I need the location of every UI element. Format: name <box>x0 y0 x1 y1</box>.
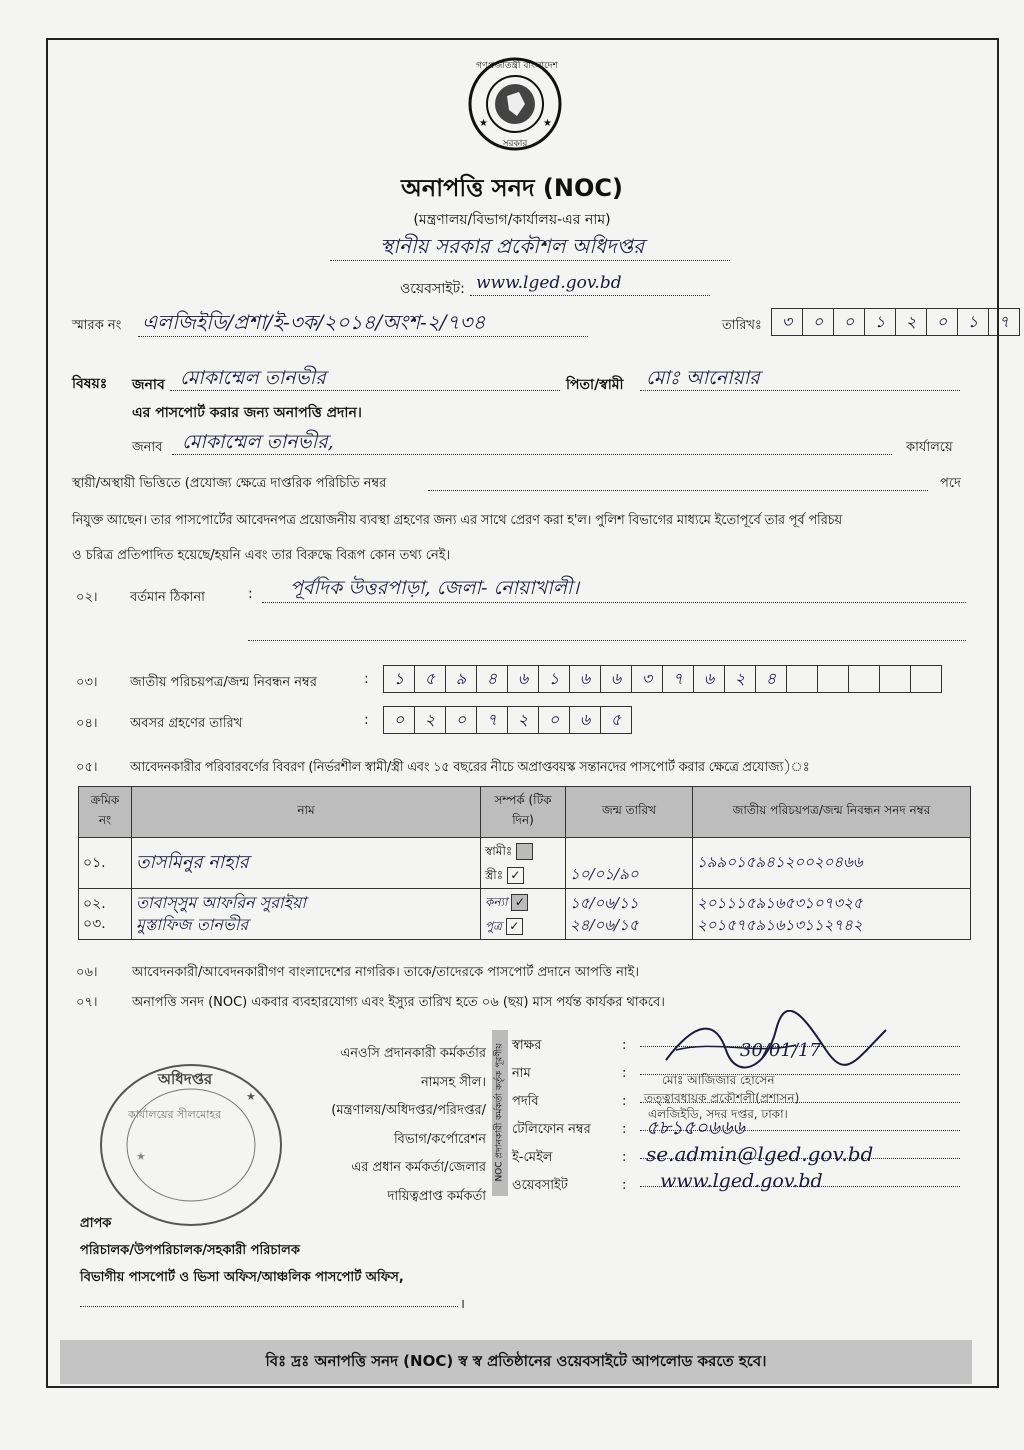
row-nid: ২০১১১৫৯১৬৫৩১০৭৩২৫ <box>697 894 863 912</box>
relation-option[interactable]: কন্যা ✓ <box>485 890 561 914</box>
subject-janab: জনাব <box>132 377 165 393</box>
retirement-date-boxes <box>384 706 632 734</box>
office-name: স্থানীয় সরকার প্রকৌশল অধিদপ্তর <box>379 234 645 258</box>
date-digit: ২ <box>895 308 927 336</box>
field-name: নাম <box>512 1066 531 1081</box>
retire-digit: ০ <box>383 706 415 734</box>
vertical-label: NOC প্রদানকারী কর্মকর্তা কর্তৃক পূরণীয় <box>494 1043 505 1182</box>
checkbox-checked[interactable]: ✓ <box>511 894 528 911</box>
nid-digit <box>879 665 911 693</box>
item02-colon: : <box>248 586 253 602</box>
seal-middle-text: কার্যালয়ের সীলমোহর <box>128 1108 222 1121</box>
field-phone: টেলিফোন নম্বর <box>512 1122 591 1137</box>
relation-option[interactable]: পুত্র ✓ <box>485 914 561 938</box>
applicant-name: মোকাম্মেল তানভীর <box>180 367 326 389</box>
nid-digit: ৫ <box>414 665 446 693</box>
officer-fields <box>512 1032 591 1200</box>
header-serial: ক্রমিক নং <box>79 787 132 838</box>
relation-option[interactable]: স্ত্রীঃ ✓ <box>485 863 561 887</box>
nid-digit: ৪ <box>476 665 508 693</box>
row-serial: ০২. <box>83 896 106 912</box>
item04-num: ০৪। <box>76 716 98 731</box>
page-title: অনাপত্তি সনদ (NOC) <box>401 174 623 202</box>
memo-number: এলজিইডি/প্রশা/ই-৩ক/২০১৪/অংশ-২/৭৩৪ <box>142 310 486 334</box>
emblem-bottom-text: সরকার <box>502 139 528 149</box>
stamp-title: তত্ত্বাবধায়ক প্রকৌশলী(প্রশাসন) <box>644 1091 800 1105</box>
field-designation: পদবি <box>512 1094 539 1109</box>
signature-date: 30/01/17 <box>740 1040 821 1061</box>
nid-digit: ৯ <box>445 665 477 693</box>
item04-label: অবসর গ্রহণের তারিখ <box>130 716 243 731</box>
nid-digit: ২ <box>724 665 756 693</box>
date-digit: ০ <box>833 308 865 336</box>
retire-digit: ৫ <box>600 706 632 734</box>
recipient-label: প্রাপক <box>80 1216 112 1231</box>
svg-text:★: ★ <box>479 118 488 129</box>
website-label: ওয়েবসাইট: <box>400 281 465 297</box>
nid-digit: ৩ <box>631 665 663 693</box>
nid-digit: ৬ <box>569 665 601 693</box>
stamp-name: মোঃ আজিজার হোসেন <box>662 1073 775 1087</box>
nid-digit <box>848 665 880 693</box>
nid-digit: ৬ <box>600 665 632 693</box>
date-digit: ৩ <box>771 308 803 336</box>
para-line3: নিযুক্ত আছেন। তার পাসপোর্টের আবেদনপত্র প্রয়োজনীয় ব্যবস্থা গ্রহণের জন্য এর সাথে প্রেরণ করা হ'ল। পুলিশ বিভাগের মাধ্যমে ইতোপূর্বে তার পূর্ব পরিচয় <box>72 513 842 528</box>
row-dob: ১৫/০৬/১১ <box>570 894 639 912</box>
field-signature: স্বাক্ষর <box>512 1038 542 1053</box>
family-table <box>78 786 971 940</box>
item03-label: জাতীয় পরিচয়পত্র/জন্ম নিবন্ধন নম্বর <box>130 675 317 690</box>
item06-num: ০৬। <box>76 965 98 980</box>
row-dob: ২৪/০৬/১৫ <box>570 916 639 934</box>
footer-note: বিঃ দ্রঃ অনাপত্তি সনদ (NOC) স্ব স্ব প্রতিষ্ঠানের ওয়েবসাইটে আপলোড করতে হবে। <box>60 1340 972 1384</box>
table-row <box>79 838 971 889</box>
checkbox-checked[interactable]: ✓ <box>507 867 524 884</box>
retire-digit: ২ <box>414 706 446 734</box>
header-dob: জন্ম তারিখ <box>566 787 693 838</box>
para-name: মোকাম্মেল তানভীর, <box>182 431 334 453</box>
officer-left-labels: এনওসি প্রদানকারী কর্মকর্তার নামসহ সীল। (মন্ত্রণালয়/অধিদপ্তর/পরিদপ্তর/ বিভাগ/কর্পোরেশন এর প্রধান কর্মকর্তা/জেলার দায়িত্বপ্রাপ্ত কর্মকর্তা <box>331 1046 486 1204</box>
item02-label: বর্তমান ঠিকানা <box>130 590 205 605</box>
recipient-end: । <box>460 1297 465 1312</box>
row-nid: ২০১৫৭৫৯১৬১৩১১২৭৪২ <box>697 916 863 934</box>
table-row <box>79 889 971 940</box>
svg-text:★: ★ <box>543 118 552 129</box>
para-janab: জনাব <box>132 440 163 455</box>
nid-digit: ১ <box>538 665 570 693</box>
item02-num: ০২। <box>76 590 98 605</box>
item07-num: ০৭। <box>76 995 98 1010</box>
father-name: মোঃ আনোয়ার <box>646 367 760 389</box>
item06-text: আবেদনকারী/আবেদনকারীগণ বাংলাদেশের নাগরিক। তাকে/তাদেরকে পাসপোর্ট প্রদানে আপত্তি নাই। <box>132 965 640 980</box>
nid-digit: ১ <box>383 665 415 693</box>
svg-text:★: ★ <box>136 1150 146 1163</box>
date-digit: ০ <box>802 308 834 336</box>
row-serial: ০১. <box>79 838 132 889</box>
para-line4: ও চরিত্র প্রতিপাদিত হয়েছে/হয়নি এবং তার বিরুদ্ধে বিরূপ কোন তথ্য নেই। <box>72 548 451 563</box>
item05-num: ০৫। <box>76 760 98 775</box>
field-colons: : : : : : : <box>622 1038 627 1193</box>
retire-digit: ০ <box>538 706 570 734</box>
post-suffix: পদে <box>940 476 961 491</box>
web-value: www.lged.gov.bd <box>660 1170 823 1192</box>
subject-label: বিষয়ঃ <box>72 376 108 392</box>
email-value: se.admin@lged.gov.bd <box>646 1142 874 1166</box>
relation-option[interactable]: স্বামীঃ <box>485 839 561 863</box>
nid-digit: ৪ <box>755 665 787 693</box>
checkbox-unchecked[interactable] <box>516 843 533 860</box>
retire-digit: ৬ <box>569 706 601 734</box>
seal-top-text: অধিদপ্তর <box>158 1070 213 1088</box>
recipient-line2: বিভাগীয় পাসপোর্ট ও ভিসা অফিস/আঞ্চলিক পাসপোর্ট অফিস, <box>80 1270 404 1285</box>
date-label: তারিখঃ <box>722 318 762 333</box>
row-serial: ০৩. <box>83 916 106 932</box>
phone-value: ৫৮১৫০৬৬৬ <box>646 1117 745 1139</box>
date-digit: ১ <box>864 308 896 336</box>
nid-digit <box>817 665 849 693</box>
item03-colon: : <box>364 671 369 687</box>
date-digit: ১ <box>957 308 989 336</box>
recipient-line1: পরিচালক/উপপরিচালক/সহকারী পরিচালক <box>80 1243 300 1258</box>
emblem-top-text: গণপ্রজাতন্ত্রী বাংলাদেশ <box>476 61 558 71</box>
row-name: তাবাস্সুম আফরিন সুরাইয়া <box>136 893 307 912</box>
present-address: পূর্বদিক উত্তরপাড়া, জেলা- নোয়াখালী। <box>290 577 580 599</box>
header-nid: জাতীয় পরিচয়পত্র/জন্ম নিবন্ধন সনদ নম্বর <box>693 787 971 838</box>
header-relation: সম্পর্ক (টিক দিন) <box>481 787 566 838</box>
item04-colon: : <box>364 712 369 728</box>
header-name: নাম <box>132 787 481 838</box>
date-digit: ০ <box>926 308 958 336</box>
item07-text: অনাপত্তি সনদ (NOC) একবার ব্যবহারযোগ্য এবং ইস্যুর তারিখ হতে ০৬ (ছয়) মাস পর্যন্ত কার্যকর থাকবে। <box>132 995 665 1010</box>
retire-digit: ২ <box>507 706 539 734</box>
father-label: পিতা/স্বামী <box>566 377 624 393</box>
svg-text:★: ★ <box>246 1090 256 1103</box>
field-website: ওয়েবসাইট <box>512 1178 568 1193</box>
field-email: ই-মেইল <box>512 1150 553 1165</box>
office-suffix: কার্যালয়ে <box>906 440 953 455</box>
retire-digit: ০ <box>445 706 477 734</box>
memo-label: স্মারক নং <box>72 318 122 333</box>
row-nid: ১৯৯০১৫৯৪১২০০২০৪৬৬ <box>693 838 971 889</box>
para-line2: স্থায়ী/অস্থায়ী ভিত্তিতে (প্রযোজ্য ক্ষেত্রে দাপ্তরিক পরিচিতি নম্বর <box>72 476 387 491</box>
date-digit: ৭ <box>988 308 1020 336</box>
nid-digit: ৬ <box>507 665 539 693</box>
item03-num: ০৩। <box>76 675 98 690</box>
website-value: www.lged.gov.bd <box>476 273 622 293</box>
nid-digit <box>910 665 942 693</box>
subtitle: (মন্ত্রণালয়/বিভাগ/কার্যালয়-এর নাম) <box>413 212 611 228</box>
row-name: মুস্তাফিজ তানভীর <box>136 915 249 934</box>
item05-label: আবেদনকারীর পরিবারবর্গের বিবরণ (নির্ভরশীল স্বামী/স্ত্রী এবং ১৫ বছরের নীচে অপ্রাপ্তবয়স্ক সন্তানদের পাসপোর্ট করার ক্ষেত্রে প্রযোজ্য)ঃ <box>130 760 810 775</box>
nid-digit: ৭ <box>662 665 694 693</box>
nid-boxes <box>384 665 942 693</box>
row-dob: ১০/০১/৯০ <box>566 838 693 889</box>
memo-date-boxes <box>772 308 1020 336</box>
nid-digit <box>786 665 818 693</box>
subject-line2: এর পাসপোর্ট করার জন্য অনাপত্তি প্রদান। <box>132 405 362 421</box>
stamp-office: এলজিইডি, সদর দপ্তর, ঢাকা। <box>648 1107 788 1121</box>
nid-digit: ৬ <box>693 665 725 693</box>
row-name: তাসমিনুর নাহার <box>132 838 481 889</box>
checkbox-checked[interactable]: ✓ <box>506 918 523 935</box>
retire-digit: ৭ <box>476 706 508 734</box>
